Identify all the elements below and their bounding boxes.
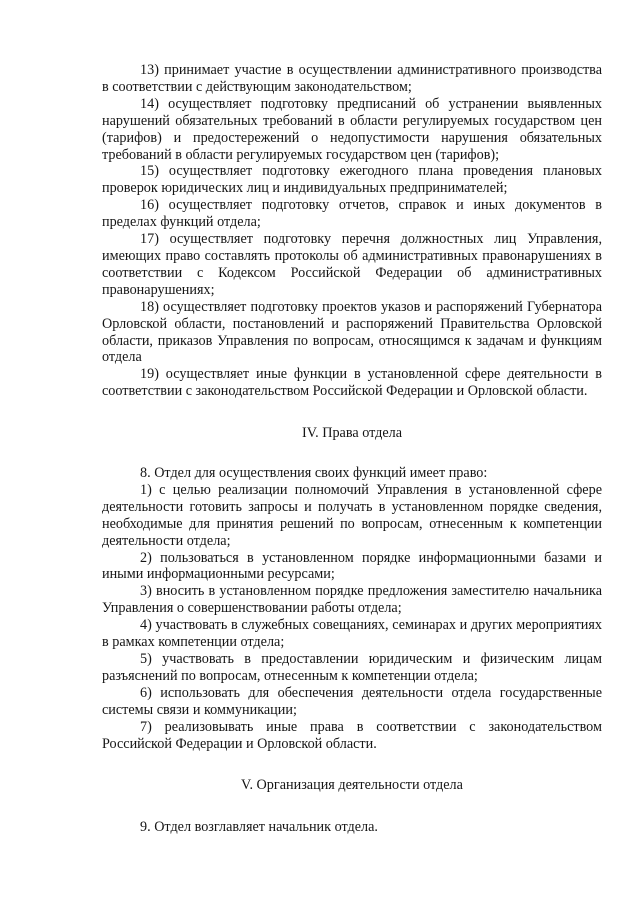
rights-item-1: 1) с целью реализации полномочий Управления в установленной сфере деятельности готовить запросы и получать в установленном порядке сведения, необходимые для принятия решений по вопросам, отнесенным к компетенции деятельности отдела; <box>102 481 602 549</box>
function-item-14: 14) осуществляет подготовку предписаний об устранении выявленных нарушений обязательных требований в области регулируемых государством цен (тарифов) и предостережений о недопустимости нарушения обязательных требований в области регулируемых государством цен (тарифов); <box>102 95 602 163</box>
rights-item-6: 6) использовать для обеспечения деятельности отдела государственные системы связи и коммуникации; <box>102 684 602 718</box>
organization-item-9: 9. Отдел возглавляет начальник отдела. <box>140 819 378 836</box>
document-page <box>102 62 602 836</box>
rights-item-4: 4) участвовать в служебных совещаниях, семинарах и других мероприятиях в рамках компетенции отдела; <box>102 617 602 651</box>
rights-intro: 8. Отдел для осуществления своих функций имеет право: <box>140 465 488 482</box>
function-item-19: 19) осуществляет иные функции в установленной сфере деятельности в соответствии с законодательством Российской Федерации и Орловской области. <box>102 366 602 400</box>
function-item-18: 18) осуществляет подготовку проектов указов и распоряжений Губернатора Орловской области, постановлений и распоряжений Правительства Орловской области, приказов Управления по вопросам, относящимся к задачам и функциям отдела <box>102 298 602 366</box>
function-item-16: 16) осуществляет подготовку отчетов, справок и иных документов в пределах функций отдела; <box>102 197 602 231</box>
section-heading-rights: IV. Права отдела <box>301 425 403 442</box>
function-item-13: 13) принимает участие в осуществлении административного производства в соответствии с действующим законодательством; <box>102 62 602 95</box>
rights-item-2: 2) пользоваться в установленном порядке информационными базами и иными информационными ресурсами; <box>102 549 602 583</box>
function-item-15: 15) осуществляет подготовку ежегодного плана проведения плановых проверок юридических лиц и индивидуальных предпринимателей; <box>102 163 602 197</box>
rights-item-3: 3) вносить в установленном порядке предложения заместителю начальника Управления о совершенствовании работы отдела; <box>102 583 602 617</box>
function-item-17: 17) осуществляет подготовку перечня должностных лиц Управления, имеющих право составлять протоколы об административных правонарушениях в соответствии с Кодексом Российской Федерации об административных правонарушениях; <box>102 231 602 298</box>
rights-item-5: 5) участвовать в предоставлении юридическим и физическим лицам разъяснений по вопросам, отнесенным к компетенции отдела; <box>102 651 602 684</box>
section-heading-organization: V. Организация деятельности отдела <box>241 777 463 794</box>
rights-item-7: 7) реализовывать иные права в соответствии с законодательством Российской Федерации и Орловской области. <box>102 718 602 752</box>
